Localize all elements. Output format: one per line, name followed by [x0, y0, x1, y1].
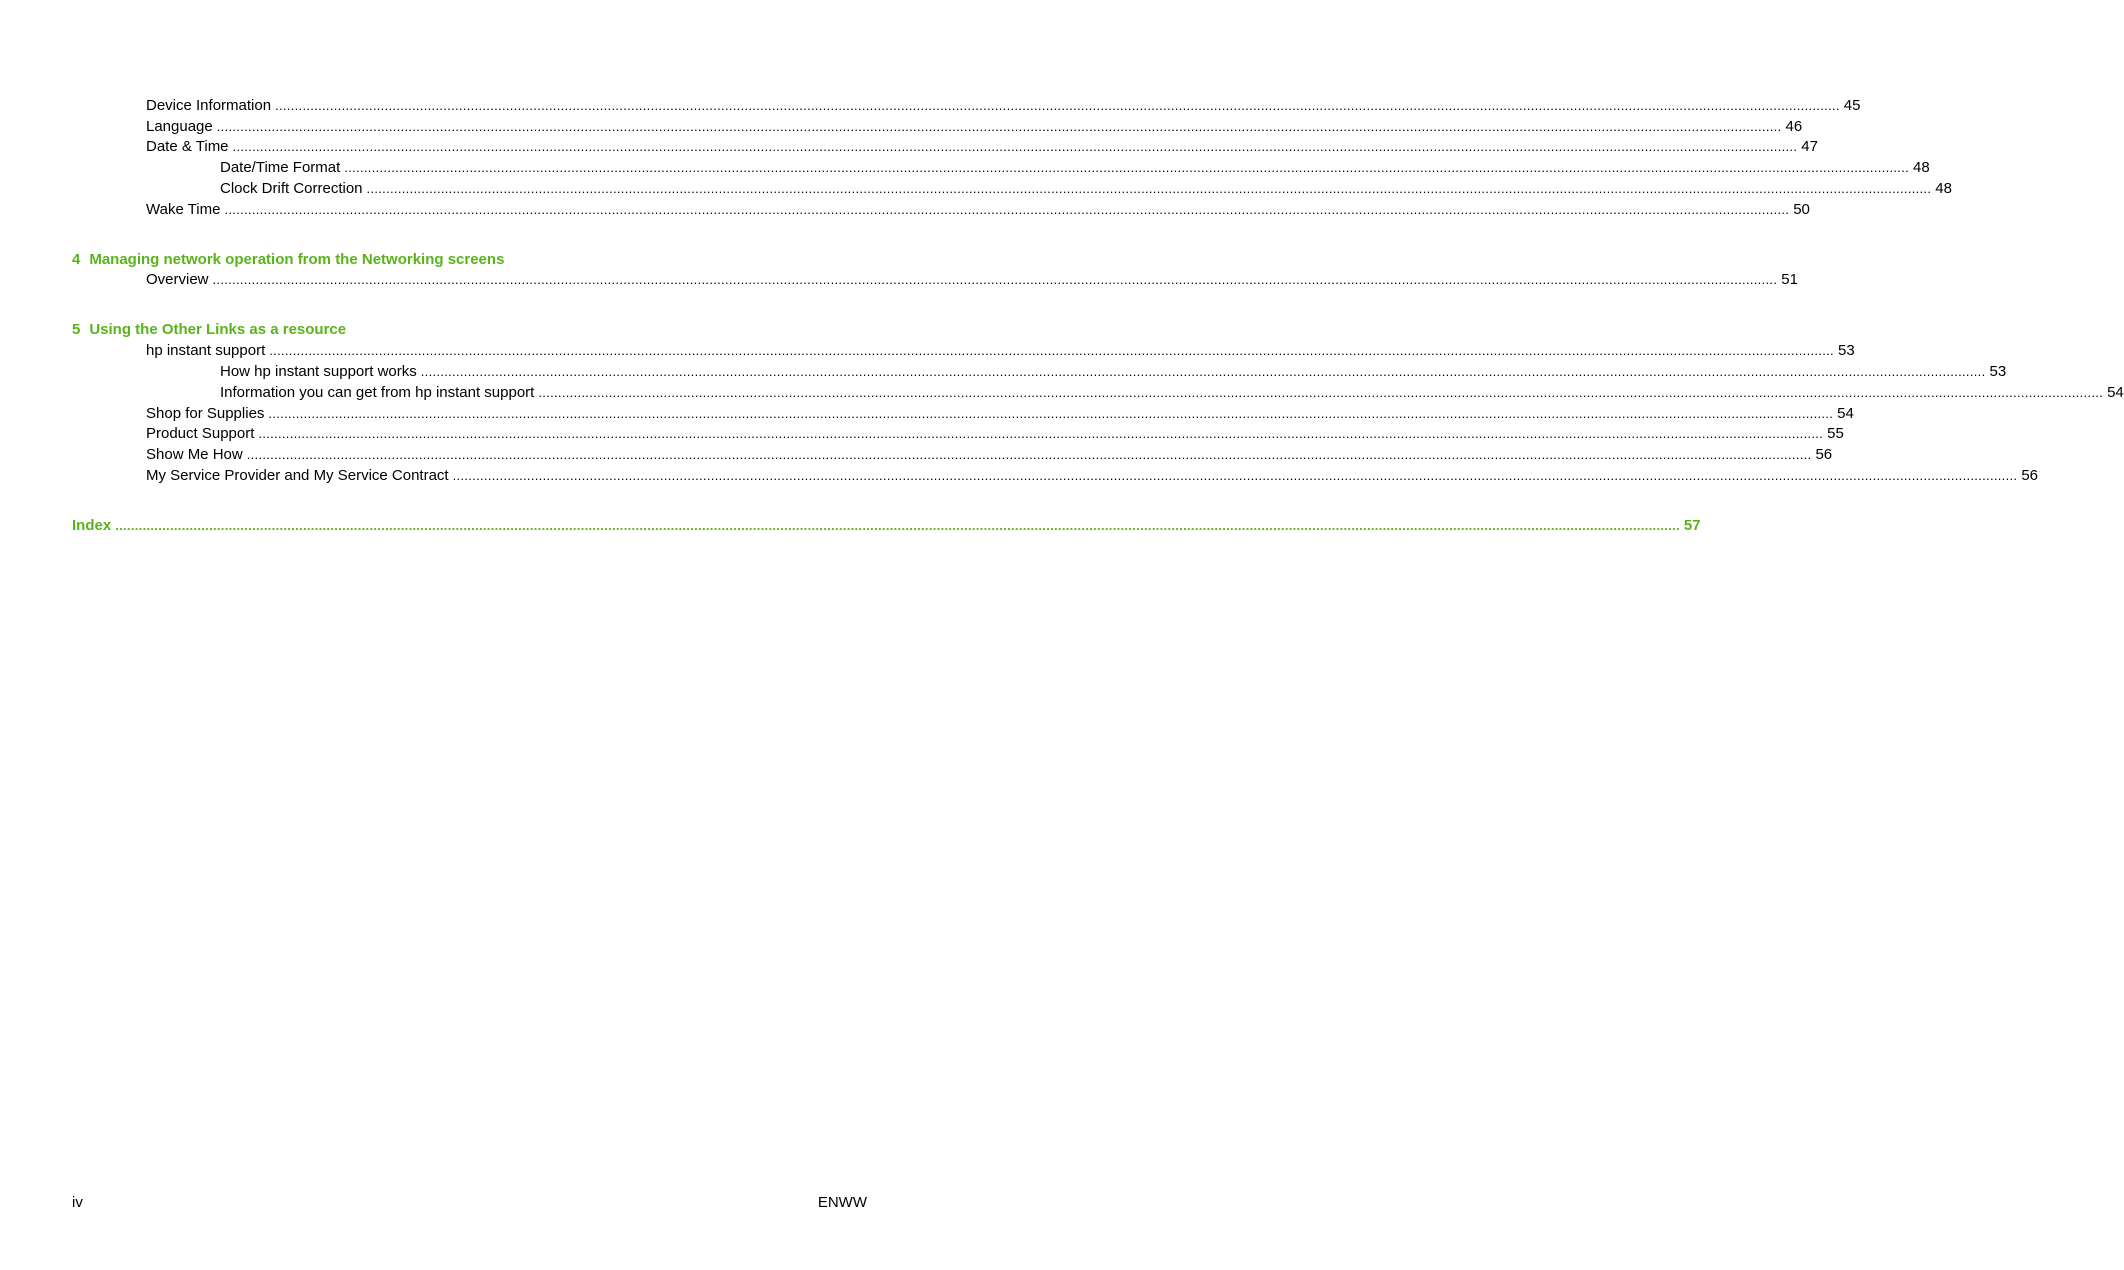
dot-leader: ................................................................................................................................................................................................................................................................................................................................................................................................................	[268, 406, 1834, 421]
toc-entry-language[interactable]	[146, 117, 1803, 137]
toc-entry-page: 53	[1837, 342, 1855, 359]
toc-entry-label: Device Information	[146, 97, 272, 114]
footer-code: ENWW	[817, 1194, 867, 1211]
toc-entry-device-information[interactable]	[146, 96, 1861, 116]
dot-leader: ................................................................................................................................................................................................................................................................................................................................................................................................................	[269, 343, 1834, 358]
toc-entry-page: 56	[1815, 446, 1833, 463]
toc-entry-page: 50	[1793, 201, 1810, 218]
dot-leader: ................................................................................................................................................................................................................................................................................................................................................................................................................	[420, 364, 1986, 379]
dot-leader: ................................................................................................................................................................................................................................................................................................................................................................................................................	[538, 385, 2104, 400]
toc-entry-page: 54	[1837, 405, 1854, 422]
toc-entry-label: Date & Time	[146, 138, 229, 155]
chapter-5-heading[interactable]	[72, 320, 346, 340]
toc-entry-label: Date/Time Format	[220, 159, 341, 176]
toc-entry-hp-instant-support[interactable]	[146, 341, 1855, 361]
dot-leader: ................................................................................................................................................................................................................................................................................................................................................................................................................	[258, 426, 1824, 441]
toc-entry-label: How hp instant support works	[220, 363, 417, 380]
toc-entry-product-support[interactable]	[146, 424, 1844, 444]
chapter-number: 5	[72, 321, 81, 338]
toc-entry-label: Overview	[146, 271, 209, 288]
chapter-title: Managing network operation from the Networking screens	[89, 251, 505, 268]
toc-entry-clock-drift-correction[interactable]	[220, 179, 1952, 199]
toc-entry-wake-time[interactable]	[146, 200, 1810, 220]
dot-leader: ................................................................................................................................................................................................................................................................................................................................................................................................................	[232, 139, 1798, 154]
toc-entry-page: 48	[1913, 159, 1930, 176]
toc-entry-information-from-hp-instant-support[interactable]	[220, 383, 2124, 403]
toc-entry-label: Shop for Supplies	[146, 405, 265, 422]
toc-entry-show-me-how[interactable]	[146, 445, 1833, 465]
toc-entry-date-time-format[interactable]	[220, 158, 1930, 178]
chapter-title: Using the Other Links as a resource	[89, 321, 347, 338]
toc-entry-page: 45	[1843, 97, 1861, 114]
toc-entry-label: Index	[72, 517, 112, 534]
toc-entry-my-service-provider[interactable]	[146, 466, 2039, 486]
dot-leader: ................................................................................................................................................................................................................................................................................................................................................................................................................	[212, 272, 1778, 287]
chapter-4-heading[interactable]	[72, 250, 504, 270]
toc-entry-label: hp instant support	[146, 342, 266, 359]
toc-entry-label: Clock Drift Correction	[220, 180, 363, 197]
chapter-number: 4	[72, 251, 81, 268]
footer-page-number: iv	[72, 1194, 83, 1211]
toc-entry-index[interactable]	[72, 516, 1701, 536]
toc-entry-overview[interactable]	[146, 270, 1798, 290]
toc-entry-page: 51	[1781, 271, 1798, 288]
toc-entry-label: Show Me How	[146, 446, 243, 463]
dot-leader: ................................................................................................................................................................................................................................................................................................................................................................................................................	[366, 181, 1932, 196]
toc-entry-label: Information you can get from hp instant support	[220, 384, 535, 401]
toc-entry-date-time[interactable]	[146, 137, 1818, 157]
toc-entry-page: 56	[2021, 467, 2039, 484]
toc-entry-page: 55	[1827, 425, 1844, 442]
dot-leader: ................................................................................................................................................................................................................................................................................................................................................................................................................	[452, 468, 2018, 483]
dot-leader: ................................................................................................................................................................................................................................................................................................................................................................................................................	[216, 119, 1782, 134]
toc-entry-label: Wake Time	[146, 201, 221, 218]
toc-entry-page: 48	[1935, 180, 1952, 197]
toc-entry-label: Language	[146, 118, 213, 135]
toc-entry-label: My Service Provider and My Service Contract	[146, 467, 449, 484]
toc-entry-page: 46	[1785, 118, 1803, 135]
toc-entry-page: 53	[1989, 363, 2007, 380]
toc-entry-how-hp-instant-support-works[interactable]	[220, 362, 2007, 382]
toc-entry-shop-for-supplies[interactable]	[146, 404, 1854, 424]
dot-leader: ................................................................................................................................................................................................................................................................................................................................................................................................................	[115, 518, 1680, 533]
toc-entry-page: 57	[1683, 517, 1701, 534]
toc-entry-page: 54	[2107, 384, 2124, 401]
dot-leader: ................................................................................................................................................................................................................................................................................................................................................................................................................	[246, 447, 1812, 462]
dot-leader: ................................................................................................................................................................................................................................................................................................................................................................................................................	[224, 202, 1790, 217]
dot-leader: ................................................................................................................................................................................................................................................................................................................................................................................................................	[344, 160, 1910, 175]
toc-entry-label: Product Support	[146, 425, 255, 442]
dot-leader: ................................................................................................................................................................................................................................................................................................................................................................................................................	[275, 98, 1840, 113]
toc-entry-page: 47	[1801, 138, 1818, 155]
